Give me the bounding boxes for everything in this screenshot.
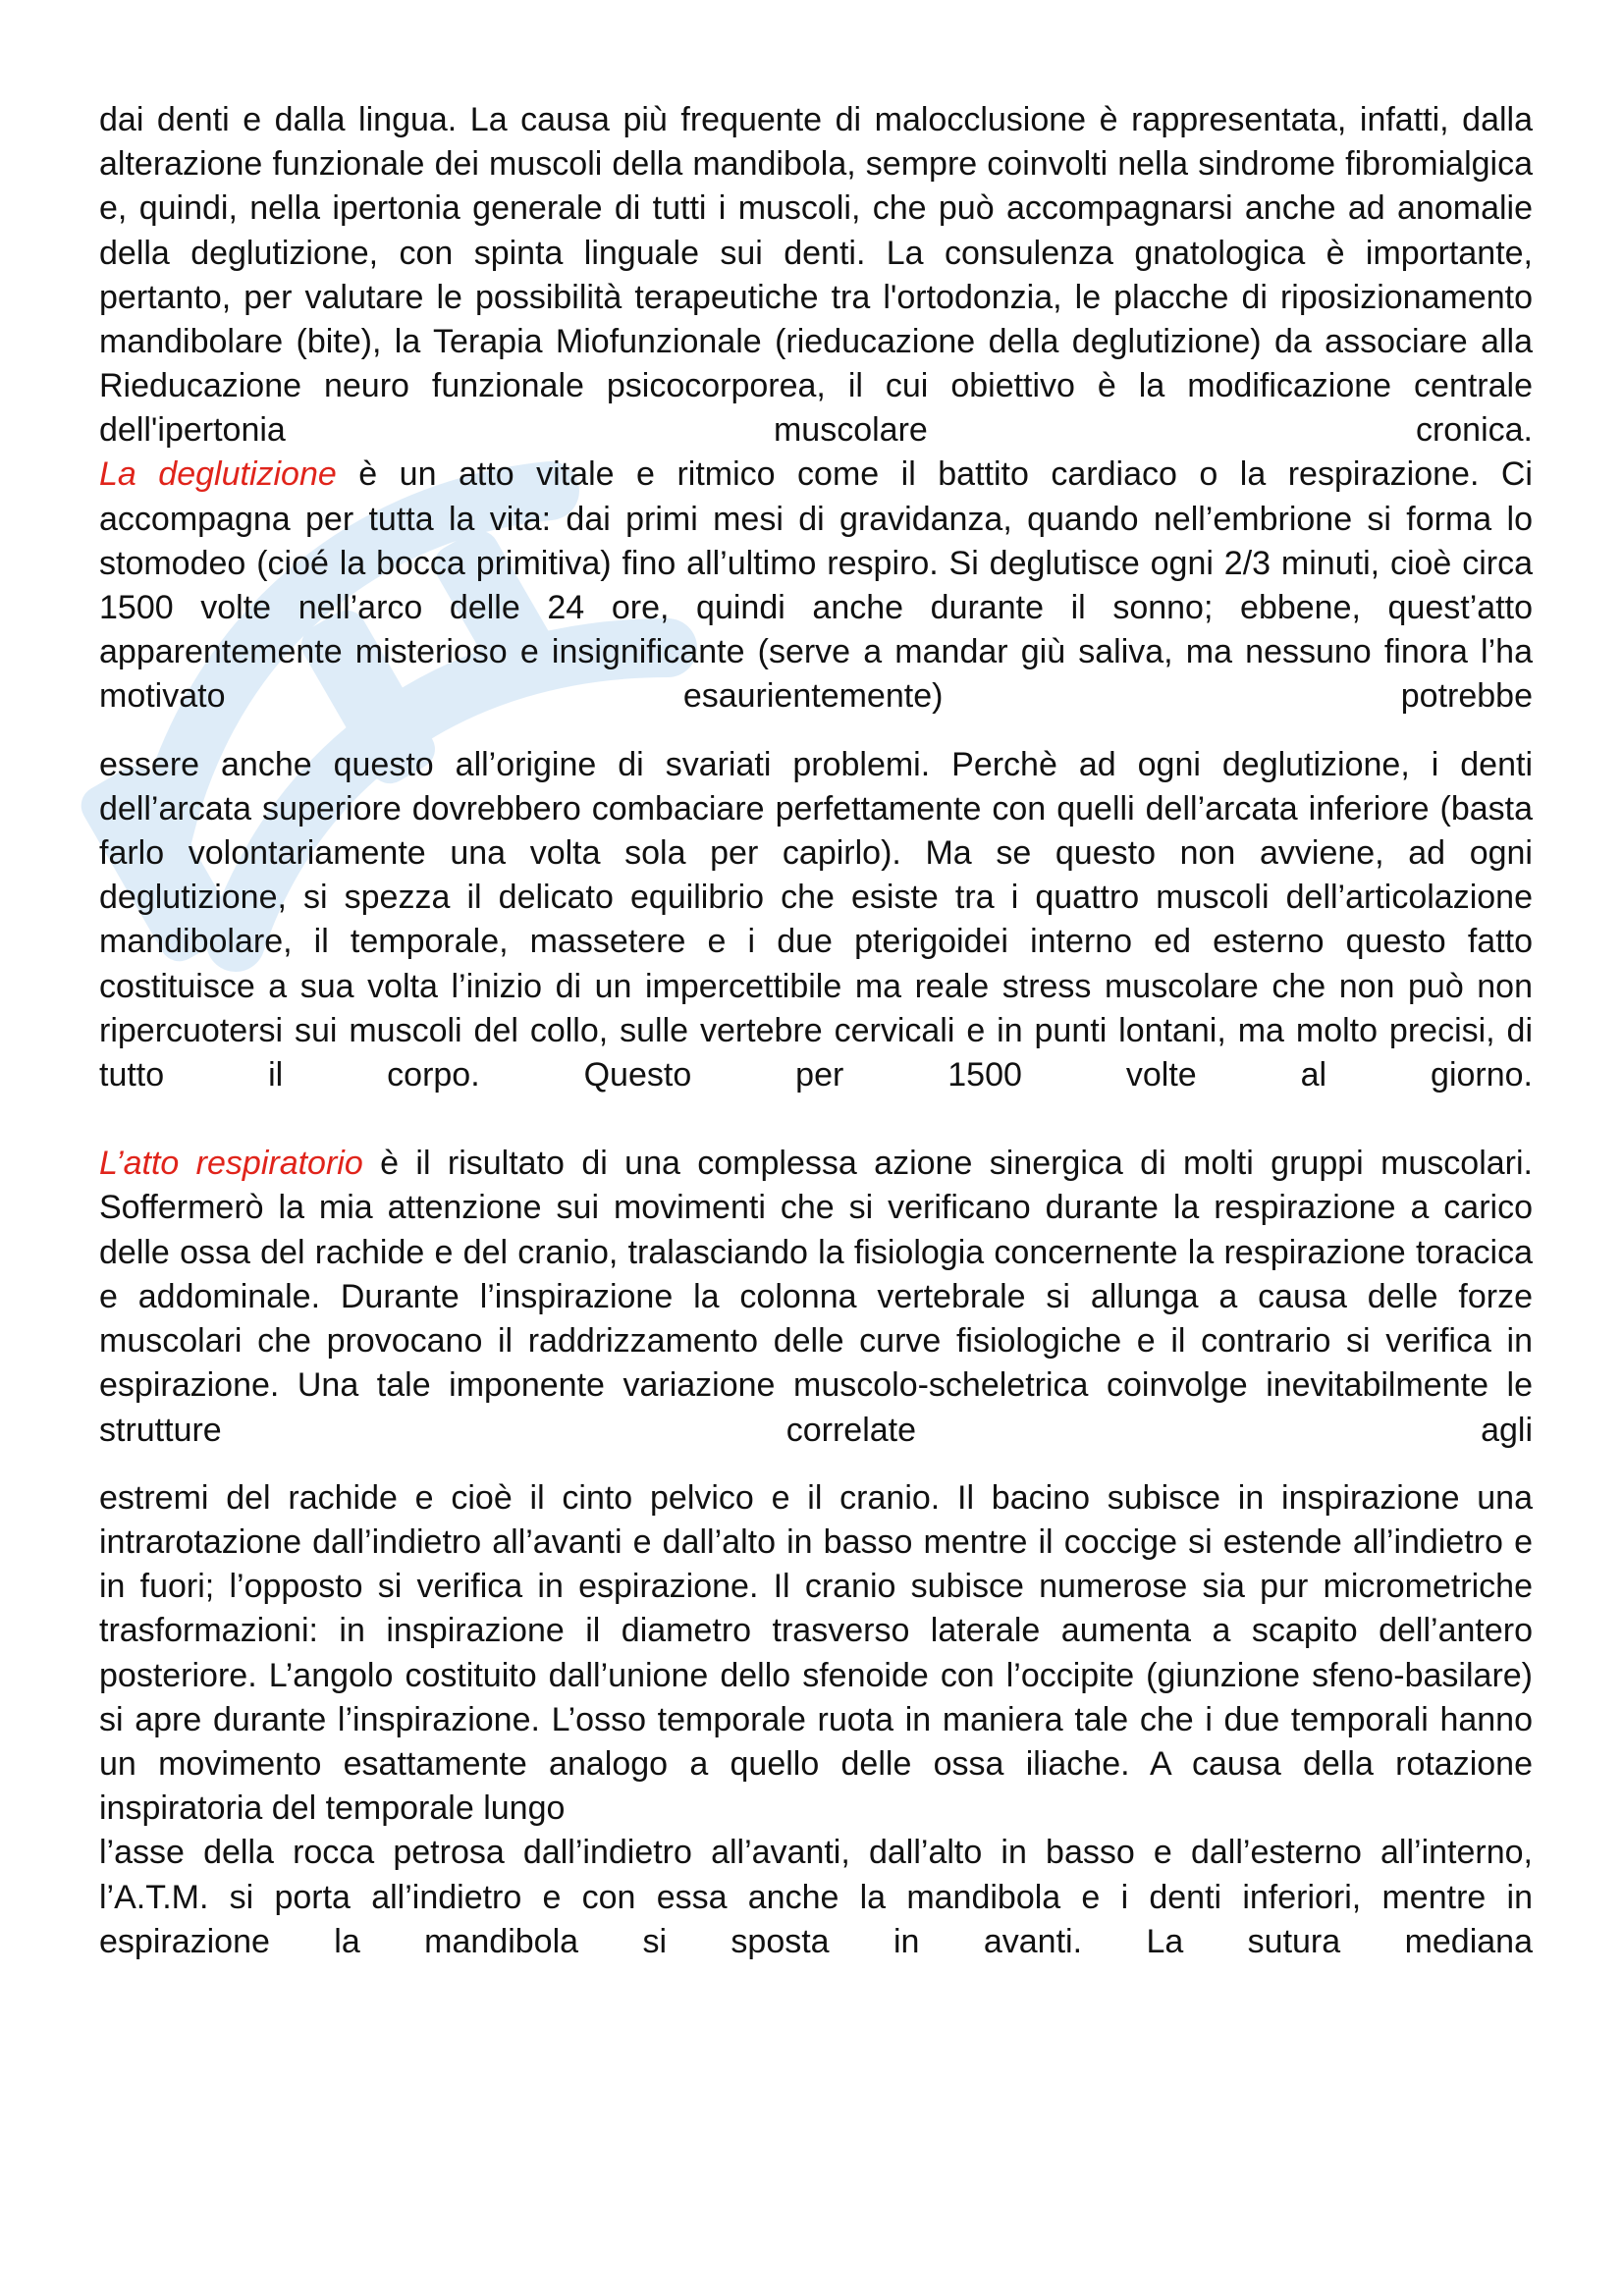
paragraph-text: è un atto vitale e ritmico come il battito cardiaco o la respirazione. Ci accompagna per tutta la vita: dai primi mesi di gravidanza, quando nell’embrione si forma lo stomodeo (cioé la bocca primitiva) fino all’ultimo respiro. Si deglutisce ogni 2/3 minuti, cioè circa 1500 volte nell’arco delle 24 ore, quindi anche durante il sonno; ebbene, quest’atto apparentemente misterioso e insignificante (serve a mandar giù saliva, ma nessuno finora l’ha motivato esaurientemente) potrebbe — [99, 455, 1533, 716]
heading-deglutizione: La deglutizione — [99, 455, 337, 494]
heading-atto-respiratorio: L’atto respiratorio — [99, 1145, 363, 1183]
page-break-gap — [99, 720, 1533, 743]
paragraph-estremi-rachide — [99, 1476, 1533, 1832]
paragraph-denti-arcata — [99, 743, 1533, 1098]
paragraph-malocclusione — [99, 98, 1533, 454]
paragraph-text: dai denti e dalla lingua. La causa più frequente di malocclusione è rappresentata, infatti, dalla alterazione funzionale dei muscoli della mandibola, sempre coinvolti nella sindrome fibromialgica e, quindi, nella ipertonia generale di tutti i muscoli, che può accompagnarsi anche ad anomalie della deglutizione, con spinta linguale sui denti. La consulenza gnatologica è importante, pertanto, per valutare le possibilità terapeutiche tra l'ortodonzia, le placche di riposizionamento mandibolare (bite), la Terapia Miofunzionale (rieducazione della deglutizione) da associare alla Rieducazione neuro funzionale psicocorporea, il cui obiettivo è la modificazione centrale dell'ipertonia muscolare cronica. — [99, 101, 1533, 450]
paragraph-text: estremi del rachide e cioè il cinto pelvico e il cranio. Il bacino subisce in inspirazione una intrarotazione dall’indietro all’avanti e dall’alto in basso mentre il coccige si estende all’indietro e in fuori; l’opposto si verifica in espirazione. Il cranio subisce numerose sia pur micrometriche trasformazioni: in inspirazione il diametro trasverso laterale aumenta a scapito dell’antero posteriore. L’angolo costituito dall’unione dello sfenoide con l’occipite (giunzione sfeno-basilare) si apre durante l’inspirazione. L’osso temporale ruota in maniera tale che i due temporali hanno un movimento esattamente analogo a quello delle ossa iliache. A causa della rotazione inspiratoria del temporale lungo — [99, 1478, 1533, 1828]
paragraph-deglutizione — [99, 453, 1533, 719]
document-page — [99, 98, 1533, 1964]
paragraph-respiratorio — [99, 1142, 1533, 1452]
paragraph-text: l’asse della rocca petrosa dall’indietro all’avanti, dall’alto in basso e dall’esterno all’interno, l’A.T.M. si porta all’indietro e con essa anche la mandibola e i denti inferiori, mentre in espirazione la mandibola si sposta in avanti. La sutura mediana — [99, 1834, 1533, 1960]
page-break-gap — [99, 1453, 1533, 1476]
paragraph-gap — [99, 1097, 1533, 1142]
paragraph-text: essere anche questo all’origine di svariati problemi. Perchè ad ogni deglutizione, i denti dell’arcata superiore dovrebbero combaciare perfettamente con quelli dell’arcata inferiore (basta farlo volontariamente una volta sola per capirlo). Ma se questo non avviene, ad ogni deglutizione, si spezza il delicato equilibrio che esiste tra i quattro muscoli dell’articolazione mandibolare, il temporale, massetere e i due pterigoidei interno ed esterno questo fatto costituisce a sua volta l’inizio di un impercettibile ma reale stress muscolare che non può non ripercuotersi sui muscoli del collo, sulle vertebre cervicali e in punti lontani, ma molto precisi, di tutto il corpo. Questo per 1500 volte al giorno. — [99, 745, 1533, 1095]
paragraph-asse-rocca — [99, 1831, 1533, 1964]
paragraph-text: è il risultato di una complessa azione sinergica di molti gruppi muscolari. Soffermerò la mia attenzione sui movimenti che si verificano durante la respirazione a carico delle ossa del rachide e del cranio, tralasciando la fisiologia concernente la respirazione toracica e addominale. Durante l’inspirazione la colonna vertebrale si allunga a causa delle forze muscolari che provocano il raddrizzamento delle curve fisiologiche e il contrario si verifica in espirazione. Una tale imponente variazione muscolo-scheletrica coinvolge inevitabilmente le strutture correlate agli — [99, 1145, 1533, 1449]
